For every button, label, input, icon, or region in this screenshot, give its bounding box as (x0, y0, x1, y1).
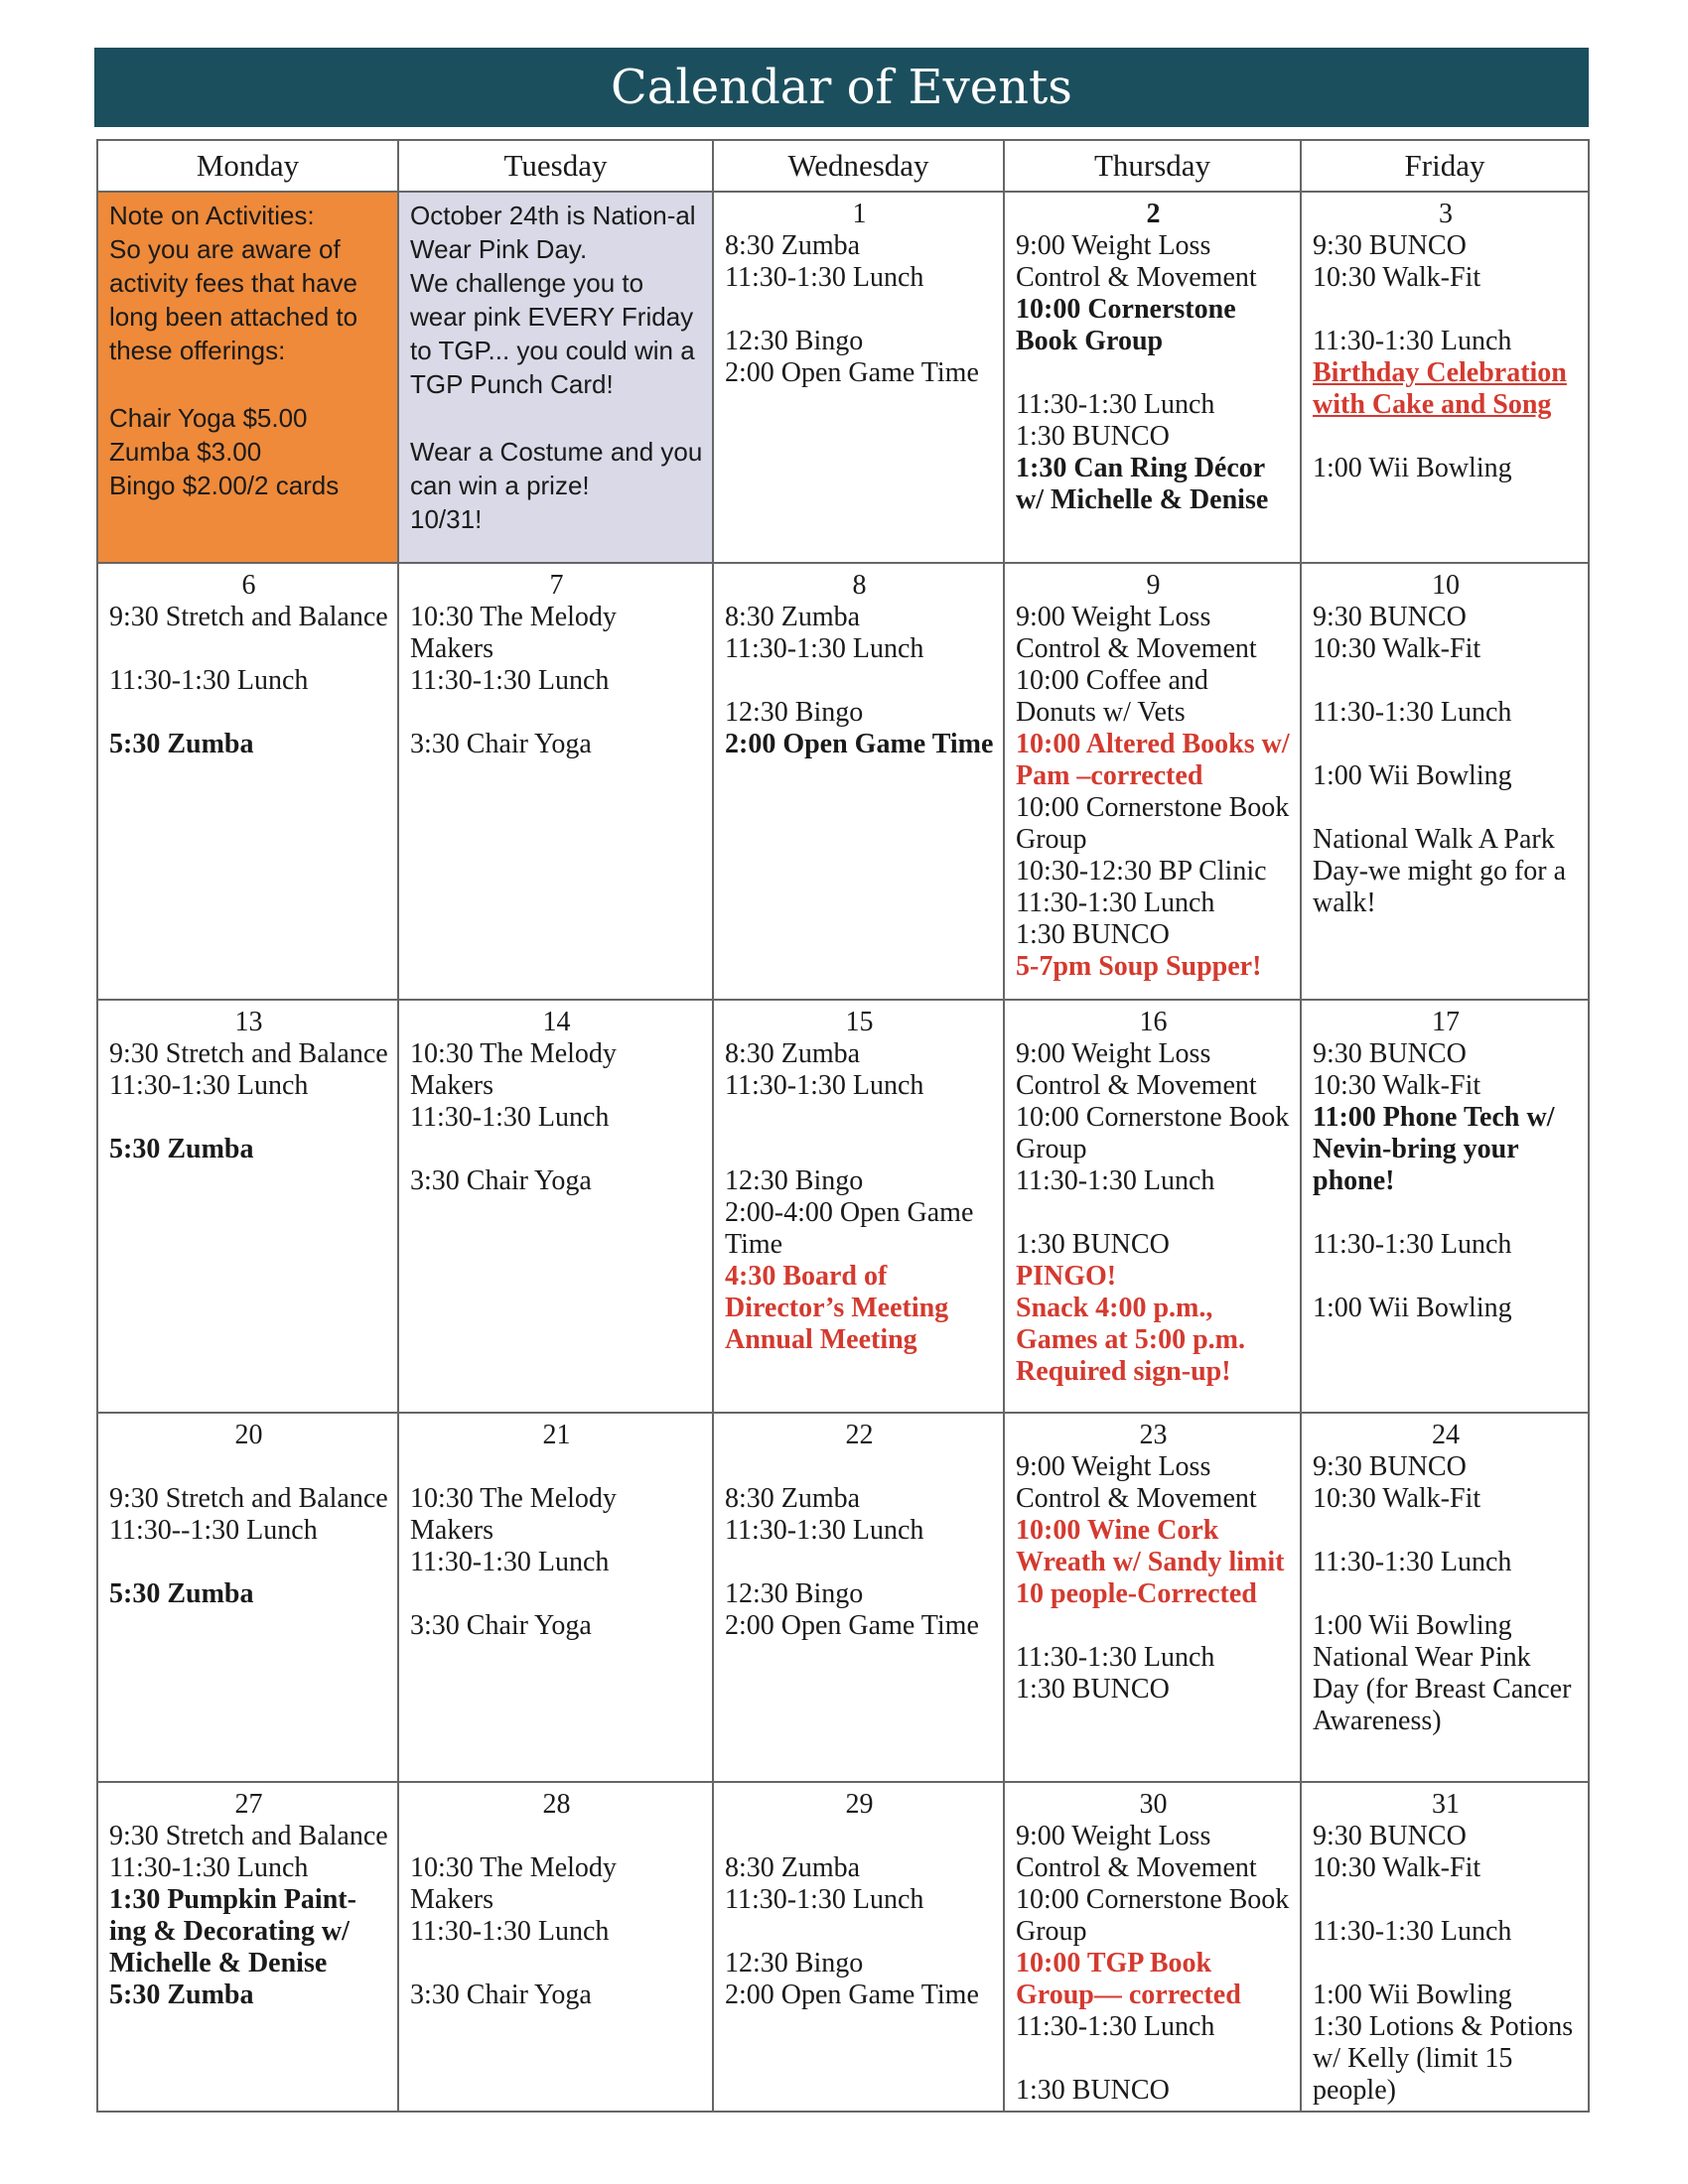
event-item: Birthday Celebration with Cake and Song (1313, 357, 1567, 420)
event-item: 10:00 Cornerstone Book Group (1016, 1884, 1290, 1947)
event-item: 9:00 Weight Loss Control & Movement (1016, 1451, 1257, 1514)
day-number: 1 (852, 199, 867, 229)
calendar-title: Calendar of Events (94, 48, 1589, 127)
event-item: 9:30 Stretch and Balance (109, 1821, 388, 1851)
event-item: 10:00 Cornerstone Book Group (1016, 792, 1290, 855)
event-item: 1:00 Wii Bowling (1313, 1610, 1512, 1641)
event-item: 10:30 Walk-Fit (1313, 1070, 1481, 1101)
event-item: 8:30 Zumba (725, 1483, 861, 1514)
event-item: 8:30 Zumba (725, 230, 861, 261)
day-cell (713, 1782, 1004, 2112)
day-cell (1301, 1000, 1589, 1413)
event-item: 1:00 Wii Bowling (1313, 1293, 1512, 1323)
event-item: 2:00-4:00 Open Game Time (725, 1197, 974, 1260)
day-cell (398, 1782, 713, 2112)
day-number: 14 (542, 1007, 571, 1037)
weekday-header: Monday (97, 140, 398, 192)
day-number: 22 (845, 1420, 874, 1450)
day-number: 20 (234, 1420, 263, 1450)
day-number: 15 (845, 1007, 874, 1037)
day-number: 7 (549, 570, 564, 601)
event-item: National Wear Pink Day (for Breast Cancer Awareness) (1313, 1642, 1572, 1736)
event-item: 11:30-1:30 Lunch (725, 262, 924, 293)
event-item: 11:30--1:30 Lunch (109, 1515, 318, 1546)
event-item: 3:30 Chair Yoga (410, 1165, 592, 1196)
event-item: PINGO! Snack 4:00 p.m., Games at 5:00 p.m. Required sign-up! (1016, 1261, 1245, 1387)
event-item: 9:30 BUNCO (1313, 1451, 1467, 1482)
event-item: 11:30-1:30 Lunch (1313, 1916, 1512, 1947)
day-number: 8 (852, 570, 867, 601)
weekday-header: Wednesday (713, 140, 1004, 192)
day-cell (713, 192, 1004, 563)
event-item: 2:00 Open Game Time (725, 729, 994, 759)
event-item: 11:30-1:30 Lunch (725, 633, 924, 664)
event-item: 9:00 Weight Loss Control & Movement (1016, 1821, 1257, 1883)
day-number: 9 (1146, 570, 1161, 601)
event-item: 5:30 Zumba (109, 1979, 254, 2010)
day-number: 23 (1139, 1420, 1168, 1450)
event-item: National Walk A Park Day-we might go for a walk! (1313, 824, 1567, 918)
event-item: 2:00 Open Game Time (725, 1979, 979, 2010)
weekday-header: Thursday (1004, 140, 1301, 192)
day-cell (398, 1413, 713, 1782)
note-text: Note on Activities: So you are aware of activity fees that have long been attached to these offerings: Chair Yoga $5.00 Zumba $3.00 Bingo $2.00/2 cards (109, 201, 358, 500)
event-item: 12:30 Bingo (725, 697, 864, 728)
event-item: 3:30 Chair Yoga (410, 1610, 592, 1641)
event-item: 12:30 Bingo (725, 1948, 864, 1979)
event-item: 10:00 Coffee and Donuts w/ Vets (1016, 665, 1208, 728)
event-item: 1:00 Wii Bowling (1313, 1979, 1512, 2010)
day-cell (97, 1782, 398, 2112)
event-item: 1:30 BUNCO (1016, 421, 1170, 452)
event-item: 10:00 Wine Cork Wreath w/ Sandy limit 10 people-Corrected (1016, 1515, 1285, 1609)
event-item: 8:30 Zumba (725, 1038, 861, 1069)
day-cell (1004, 1000, 1301, 1413)
week-row (97, 563, 1589, 1000)
day-cell (1004, 563, 1301, 1000)
event-item: 3:30 Chair Yoga (410, 729, 592, 759)
day-number: 24 (1432, 1420, 1460, 1450)
event-item: 1:30 Can Ring Décor w/ Michelle & Denise (1016, 453, 1269, 515)
event-item: 10:30 Walk-Fit (1313, 633, 1481, 664)
event-item: 2:00 Open Game Time (725, 1610, 979, 1641)
event-item: 11:30-1:30 Lunch (725, 1515, 924, 1546)
day-cell (97, 563, 398, 1000)
day-cell (713, 563, 1004, 1000)
day-number: 13 (234, 1007, 263, 1037)
event-item: 1:00 Wii Bowling (1313, 760, 1512, 791)
event-item: 12:30 Bingo (725, 1578, 864, 1609)
day-cell (97, 1000, 398, 1413)
event-item: 5:30 Zumba (109, 1134, 254, 1164)
event-item: 10:30 The Melody Makers (410, 1852, 617, 1915)
event-item: 11:30-1:30 Lunch (1313, 1547, 1512, 1577)
day-number: 28 (542, 1789, 571, 1820)
event-item: 4:30 Board of Director’s Meeting Annual Meeting (725, 1261, 949, 1355)
event-item: 1:30 BUNCO (1016, 1229, 1170, 1260)
event-item: 1:30 Pumpkin Paint-ing & Decorating w/ Michelle & Denise (109, 1884, 356, 1979)
event-item: 11:30-1:30 Lunch (410, 1916, 610, 1947)
day-number: 29 (845, 1789, 874, 1820)
day-cell (713, 1000, 1004, 1413)
day-cell (1301, 192, 1589, 563)
event-item: 5:30 Zumba (109, 1578, 254, 1609)
event-item: 5:30 Zumba (109, 729, 254, 759)
day-cell (1301, 1413, 1589, 1782)
event-item: 9:30 Stretch and Balance (109, 1483, 388, 1514)
event-item: 8:30 Zumba (725, 602, 861, 632)
day-cell (1301, 1782, 1589, 2112)
event-item: 2:00 Open Game Time (725, 357, 979, 388)
day-number: 6 (241, 570, 256, 601)
day-cell (97, 1413, 398, 1782)
event-item: 11:30-1:30 Lunch (1016, 1642, 1215, 1673)
event-item: 9:30 Stretch and Balance (109, 602, 388, 632)
day-cell (398, 1000, 713, 1413)
event-item: 10:30 Walk-Fit (1313, 262, 1481, 293)
calendar-table (96, 139, 1590, 2113)
day-number: 21 (542, 1420, 571, 1450)
event-item: 8:30 Zumba (725, 1852, 861, 1883)
activity-fees-note (97, 192, 398, 563)
event-item: 9:00 Weight Loss Control & Movement (1016, 602, 1257, 664)
event-item: 11:30-1:30 Lunch (109, 665, 309, 696)
event-item: 9:30 BUNCO (1313, 1821, 1467, 1851)
event-item: 11:30-1:30 Lunch (1313, 697, 1512, 728)
event-item: 1:30 BUNCO (1016, 919, 1170, 950)
event-item: 1:30 BUNCO (1016, 2075, 1170, 2106)
pink-day-note (398, 192, 713, 563)
week-row (97, 192, 1589, 563)
event-item: 10:30 Walk-Fit (1313, 1852, 1481, 1883)
day-number: 16 (1139, 1007, 1168, 1037)
day-number: 2 (1146, 199, 1161, 229)
event-item: 11:30-1:30 Lunch (1016, 1165, 1215, 1196)
event-item: 9:30 BUNCO (1313, 230, 1467, 261)
event-item: 11:30-1:30 Lunch (109, 1852, 309, 1883)
event-item: 10:00 Altered Books w/ Pam –corrected (1016, 729, 1290, 791)
event-item: 1:30 Lotions & Potions w/ Kelly (limit 15 people) (1313, 2011, 1574, 2106)
event-item: 11:30-1:30 Lunch (725, 1884, 924, 1915)
event-item: 12:30 Bingo (725, 1165, 864, 1196)
event-item: 11:30-1:30 Lunch (410, 665, 610, 696)
event-item: 9:00 Weight Loss Control & Movement (1016, 1038, 1257, 1101)
note-text: October 24th is Nation-al Wear Pink Day. We challenge you to wear pink EVERY Friday to TGP... you could win a TGP Punch Card! Wear a Costume and you can win a prize! 10/31! (410, 201, 703, 534)
event-item: 10:30 Walk-Fit (1313, 1483, 1481, 1514)
event-item: 11:30-1:30 Lunch (1016, 2011, 1215, 2042)
day-number: 17 (1432, 1007, 1460, 1037)
event-item: 9:00 Weight Loss Control & Movement (1016, 230, 1257, 293)
event-item: 11:30-1:30 Lunch (1016, 887, 1215, 918)
day-cell (398, 563, 713, 1000)
event-item: 9:30 BUNCO (1313, 1038, 1467, 1069)
weekday-header-row (97, 140, 1589, 192)
event-item: 11:30-1:30 Lunch (1313, 1229, 1512, 1260)
event-item: 10:00 Cornerstone Book Group (1016, 294, 1236, 356)
day-number: 27 (234, 1789, 263, 1820)
day-number: 31 (1432, 1789, 1460, 1820)
event-item: 12:30 Bingo (725, 326, 864, 356)
event-item: 10:30 The Melody Makers (410, 1483, 617, 1546)
day-number: 10 (1432, 570, 1460, 601)
week-row (97, 1413, 1589, 1782)
event-item: 11:30-1:30 Lunch (1313, 326, 1512, 356)
weekday-header: Friday (1301, 140, 1589, 192)
event-item: 11:00 Phone Tech w/ Nevin-bring your phone! (1313, 1102, 1555, 1196)
event-item: 11:30-1:30 Lunch (725, 1070, 924, 1101)
week-row (97, 1782, 1589, 2112)
event-item: 9:30 Stretch and Balance (109, 1038, 388, 1069)
event-item: 10:00 TGP Book Group— corrected (1016, 1948, 1241, 2010)
event-item: 11:30-1:30 Lunch (410, 1102, 610, 1133)
event-item: 11:30-1:30 Lunch (410, 1547, 610, 1577)
day-cell (1004, 1782, 1301, 2112)
event-item: 10:30 The Melody Makers (410, 1038, 617, 1101)
event-item: 10:30 The Melody Makers (410, 602, 617, 664)
event-item: 9:30 BUNCO (1313, 602, 1467, 632)
event-item: 11:30-1:30 Lunch (109, 1070, 309, 1101)
day-number: 30 (1139, 1789, 1168, 1820)
day-cell (713, 1413, 1004, 1782)
event-item: 10:00 Cornerstone Book Group (1016, 1102, 1290, 1164)
event-item: 11:30-1:30 Lunch (1016, 389, 1215, 420)
event-item: 5-7pm Soup Supper! (1016, 951, 1262, 982)
day-cell (1004, 1413, 1301, 1782)
event-item: 10:30-12:30 BP Clinic (1016, 856, 1267, 887)
event-item: 1:30 BUNCO (1016, 1674, 1170, 1705)
day-cell (1301, 563, 1589, 1000)
event-item: 3:30 Chair Yoga (410, 1979, 592, 2010)
day-number: 3 (1439, 199, 1453, 229)
week-row (97, 1000, 1589, 1413)
day-cell (1004, 192, 1301, 563)
event-item: 1:00 Wii Bowling (1313, 453, 1512, 483)
weekday-header: Tuesday (398, 140, 713, 192)
